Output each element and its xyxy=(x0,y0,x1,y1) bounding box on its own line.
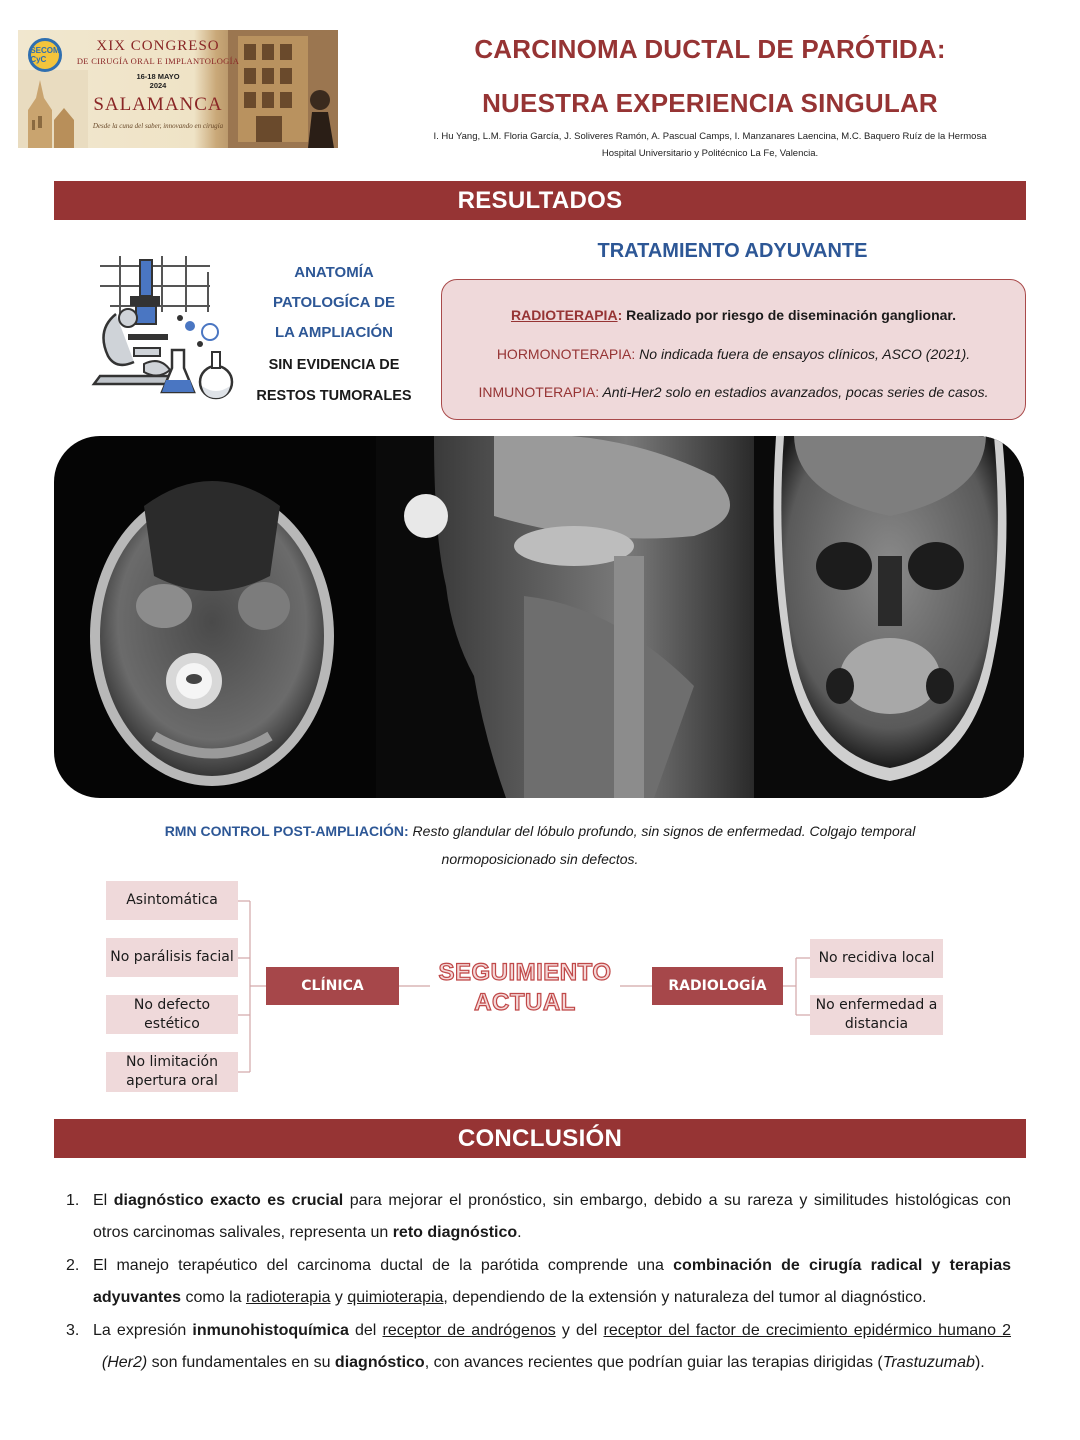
pathology-title-2: PATOLOGÍCA DE xyxy=(273,294,395,311)
adjuvant-treatment-box xyxy=(441,279,1026,420)
congress-logo xyxy=(18,30,338,148)
conclusion-emphasis: inmunohistoquímica xyxy=(192,1322,349,1339)
conclusion-emphasis: combinación de cirugía radical y terapias adyuvantes xyxy=(93,1257,1012,1306)
pathology-summary xyxy=(248,258,420,410)
poster-header xyxy=(360,28,1060,159)
logo-dates: 16-18 MAYO xyxy=(136,72,180,81)
conclusion-text: El manejo terapéutico del carcinoma ductal de la parótida comprende una xyxy=(93,1257,674,1274)
conclusion-text: ). xyxy=(974,1354,985,1371)
conclusion-underlined: quimioterapia xyxy=(347,1289,444,1306)
conclusion-italic: Trastuzumab xyxy=(882,1354,975,1371)
author-list: I. Hu Yang, L.M. Floria García, J. Soliveres Ramón, A. Pascual Camps, I. Manzanares Laencina, M.C. Baquero Ruíz de la Hermosa xyxy=(433,131,987,142)
radiology-node: RADIOLOGÍA xyxy=(652,967,783,1005)
pathology-finding-2: RESTOS TUMORALES xyxy=(256,388,412,404)
clinical-item: No parálisis facial xyxy=(106,938,238,977)
clinical-item: No defecto estético xyxy=(106,995,238,1034)
conclusion-text: La expresión xyxy=(93,1322,193,1339)
conclusion-text: y del xyxy=(555,1322,604,1339)
adjuvant-treatment-title: TRATAMIENTO ADYUVANTE xyxy=(597,240,868,262)
mri-caption-key: RMN CONTROL POST-AMPLIACIÓN: xyxy=(164,823,409,839)
logo-year: 2024 xyxy=(149,81,167,90)
radiology-item: No enfermedad a distancia xyxy=(810,995,943,1035)
conclusion-emphasis: reto diagnóstico xyxy=(392,1224,518,1241)
followup-diagram xyxy=(0,870,1080,1100)
pathology-finding-1: SIN EVIDENCIA DE xyxy=(268,357,400,373)
conclusion-text: para mejorar el pronóstico, sin embargo, debido a su rareza y similitudes histológicas con otros carcinomas salivales, representa un xyxy=(93,1192,1012,1241)
conclusion-text: son fundamentales en su xyxy=(147,1354,335,1371)
adjuvant-item-radiotherapy xyxy=(442,307,1025,323)
poster-title-line-1: CARCINOMA DUCTAL DE PARÓTIDA: xyxy=(474,34,946,64)
poster-title-line-2: NUESTRA EXPERIENCIA SINGULAR xyxy=(482,88,938,118)
clinical-item: No limitación apertura oral xyxy=(106,1052,238,1092)
conclusion-item-number: 2. xyxy=(66,1257,80,1274)
followup-center-label xyxy=(425,958,625,1018)
adjuvant-item-hormonotherapy xyxy=(442,346,1025,362)
conclusion-text: . xyxy=(517,1224,522,1241)
followup-center-line-2: ACTUAL xyxy=(474,989,576,1016)
conclusion-text: , dependiendo de la extensión y naturaleza del tumor al diagnóstico. xyxy=(443,1289,927,1306)
logo-congress-subtitle: DE CIRUGÍA ORAL E IMPLANTOLOGÍA xyxy=(76,56,240,66)
mri-caption-text: Resto glandular del lóbulo profundo, sin signos de enfermedad. Colgajo temporal normoposicionado sin defectos. xyxy=(408,823,916,867)
conclusion-emphasis: diagnóstico xyxy=(334,1354,425,1371)
conclusion-item xyxy=(66,1315,1011,1379)
conclusion-heading: CONCLUSIÓN xyxy=(54,1119,1026,1158)
conclusion-item-number: 1. xyxy=(66,1192,80,1209)
conclusion-text: , con avances recientes que podrían guiar las terapias dirigidas ( xyxy=(424,1354,883,1371)
logo-texts xyxy=(58,38,258,130)
pathology-title-3: LA AMPLIACIÓN xyxy=(274,324,394,341)
results-heading: RESULTADOS xyxy=(54,181,1026,220)
conclusion-item-number: 3. xyxy=(66,1322,80,1339)
conclusion-item xyxy=(66,1185,1011,1249)
conclusion-text xyxy=(93,1354,102,1371)
conclusion-text: como la xyxy=(181,1289,246,1306)
radiology-item: No recidiva local xyxy=(810,939,943,978)
conclusion-italic: (Her2) xyxy=(101,1354,148,1371)
mri-axial-view xyxy=(90,481,334,786)
logo-congress-number: XIX CONGRESO xyxy=(96,38,220,54)
conclusion-underlined: receptor del factor de crecimiento epidérmico humano 2 xyxy=(603,1322,1011,1339)
logo-city: SALAMANCA xyxy=(93,94,223,115)
conclusion-underlined: radioterapia xyxy=(245,1289,331,1306)
clinical-node: CLÍNICA xyxy=(266,967,399,1005)
mri-caption xyxy=(110,817,970,873)
mri-coronal-view xyxy=(768,436,1024,798)
conclusion-text: El xyxy=(93,1192,114,1209)
laboratory-microscope-icon xyxy=(90,252,240,402)
adjuvant-item-text: No indicada fuera de ensayos clínicos, ASCO (2021). xyxy=(635,346,971,362)
mri-image-strip xyxy=(54,436,1024,798)
adjuvant-item-key: HORMONOTERAPIA: xyxy=(496,346,636,362)
congress-seal: SECOM CyC xyxy=(28,38,62,72)
adjuvant-item-separator: : xyxy=(617,307,623,323)
clinical-item: Asintomática xyxy=(106,881,238,920)
conclusion-emphasis: diagnóstico exacto es crucial xyxy=(113,1192,344,1209)
conclusion-list xyxy=(66,1185,1011,1380)
conclusion-item xyxy=(66,1250,1011,1314)
adjuvant-item-text: Anti-Her2 solo en estadios avanzados, pocas series de casos. xyxy=(599,384,989,400)
adjuvant-item-key: INMUNOTERAPIA: xyxy=(478,384,600,400)
pathology-title-1: ANATOMÍA xyxy=(294,264,374,281)
adjuvant-item-immunotherapy xyxy=(442,384,1025,400)
adjuvant-item-text: Realizado por riesgo de diseminación ganglionar. xyxy=(622,307,956,323)
mri-sagittal-view xyxy=(376,436,768,798)
conclusion-underlined: receptor de andrógenos xyxy=(382,1322,556,1339)
hospital-affiliation: Hospital Universitario y Politécnico La Fe, Valencia. xyxy=(601,148,819,159)
followup-center-line-1: SEGUIMIENTO xyxy=(438,959,612,986)
conclusion-text: y xyxy=(330,1289,348,1306)
conclusion-text: del xyxy=(348,1322,383,1339)
logo-motto: Desde la cuna del saber, innovando en cirugía xyxy=(92,122,224,130)
adjuvant-item-key: RADIOTERAPIA xyxy=(511,307,618,323)
